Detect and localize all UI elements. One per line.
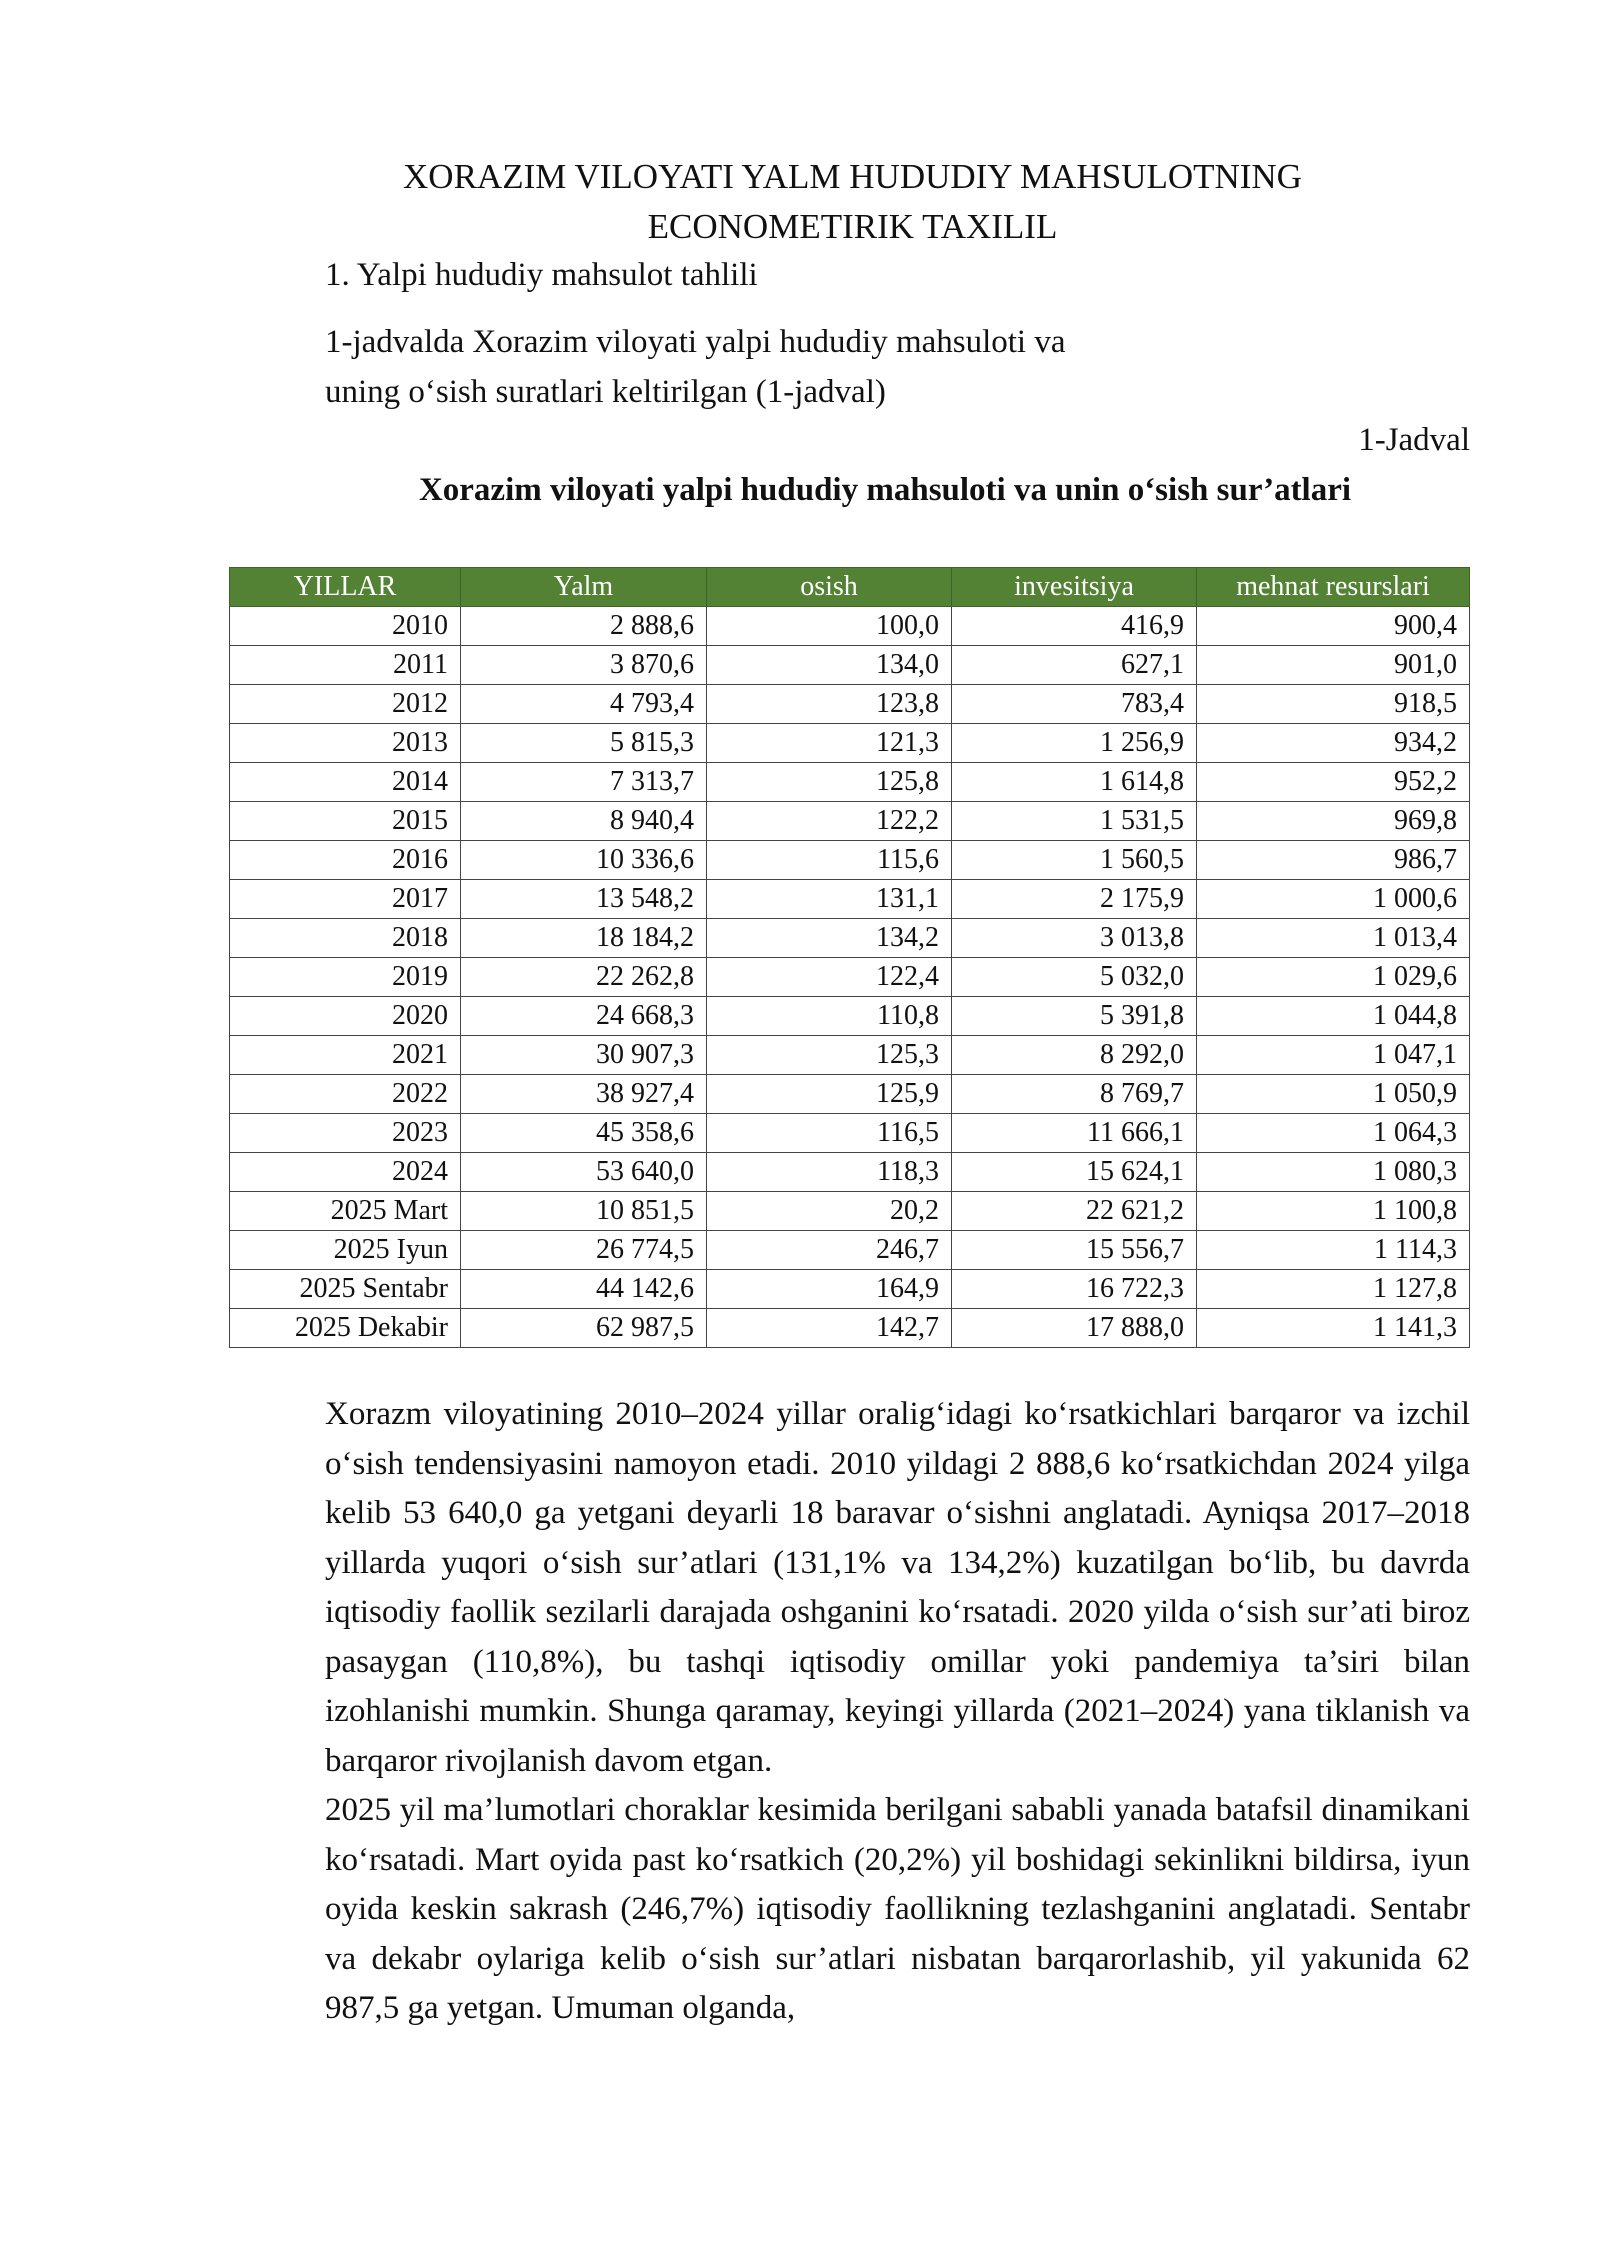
cell-investment: 1 256,9: [952, 724, 1197, 763]
cell-growth: 100,0: [707, 607, 952, 646]
table-row: [230, 685, 1470, 724]
cell-investment: 2 175,9: [952, 880, 1197, 919]
cell-yalm: 53 640,0: [461, 1153, 707, 1192]
table-row: [230, 607, 1470, 646]
cell-year: 2017: [230, 880, 461, 919]
header-growth: osish: [707, 568, 952, 607]
cell-investment: 5 032,0: [952, 958, 1197, 997]
section-heading: 1. Yalpi hududiy mahsulot tahlili: [325, 257, 758, 293]
cell-labor: 1 127,8: [1197, 1270, 1470, 1309]
cell-year: 2025 Iyun: [230, 1231, 461, 1270]
cell-investment: 8 292,0: [952, 1036, 1197, 1075]
cell-yalm: 18 184,2: [461, 919, 707, 958]
cell-yalm: 5 815,3: [461, 724, 707, 763]
cell-year: 2010: [230, 607, 461, 646]
cell-growth: 125,3: [707, 1036, 952, 1075]
cell-year: 2016: [230, 841, 461, 880]
cell-labor: 1 044,8: [1197, 997, 1470, 1036]
cell-yalm: 2 888,6: [461, 607, 707, 646]
cell-growth: 123,8: [707, 685, 952, 724]
cell-growth: 115,6: [707, 841, 952, 880]
table-number: 1-Jadval: [1358, 422, 1470, 458]
cell-yalm: 7 313,7: [461, 763, 707, 802]
table-row: [230, 997, 1470, 1036]
cell-investment: 1 614,8: [952, 763, 1197, 802]
cell-year: 2025 Mart: [230, 1192, 461, 1231]
cell-yalm: 22 262,8: [461, 958, 707, 997]
table-row: [230, 802, 1470, 841]
cell-labor: 1 114,3: [1197, 1231, 1470, 1270]
cell-investment: 22 621,2: [952, 1192, 1197, 1231]
cell-labor: 1 100,8: [1197, 1192, 1470, 1231]
table-row: [230, 646, 1470, 685]
table-row: [230, 1309, 1470, 1348]
cell-growth: 125,8: [707, 763, 952, 802]
cell-yalm: 3 870,6: [461, 646, 707, 685]
cell-growth: 20,2: [707, 1192, 952, 1231]
cell-investment: 627,1: [952, 646, 1197, 685]
cell-investment: 1 560,5: [952, 841, 1197, 880]
cell-labor: 1 080,3: [1197, 1153, 1470, 1192]
table-row: [230, 1036, 1470, 1075]
cell-yalm: 30 907,3: [461, 1036, 707, 1075]
table-row: [230, 1075, 1470, 1114]
cell-investment: 416,9: [952, 607, 1197, 646]
document-title: [300, 152, 1405, 252]
cell-growth: 110,8: [707, 997, 952, 1036]
paragraph: 2025 yil ma’lumotlari choraklar kesimida berilgani sababli yanada batafsil dinamikani ko‘rsatadi. Mart oyida past ko‘rsatkich (20,2%) yil boshidagi sekinlikni bildirsa, iyun oyida keskin sakrash (246,7%) iqtisodiy faollikning tezlashganini anglatadi. Sentabr va dekabr oylariga kelib o‘sish sur’atlari nisbatan barqarorlashib, yil yakunida 62 987,5 ga yetgan. Umuman olganda,: [325, 1792, 1470, 2026]
cell-year: 2025 Dekabir: [230, 1309, 461, 1348]
header-investment: invesitsiya: [952, 568, 1197, 607]
cell-growth: 134,2: [707, 919, 952, 958]
table-body: [230, 607, 1470, 1348]
cell-labor: 1 047,1: [1197, 1036, 1470, 1075]
table-row: [230, 841, 1470, 880]
cell-growth: 121,3: [707, 724, 952, 763]
cell-yalm: 62 987,5: [461, 1309, 707, 1348]
cell-labor: 969,8: [1197, 802, 1470, 841]
cell-year: 2024: [230, 1153, 461, 1192]
cell-year: 2014: [230, 763, 461, 802]
cell-investment: 8 769,7: [952, 1075, 1197, 1114]
cell-yalm: 10 851,5: [461, 1192, 707, 1231]
cell-labor: 918,5: [1197, 685, 1470, 724]
table-row: [230, 880, 1470, 919]
cell-growth: 125,9: [707, 1075, 952, 1114]
cell-investment: 783,4: [952, 685, 1197, 724]
cell-growth: 118,3: [707, 1153, 952, 1192]
cell-investment: 15 556,7: [952, 1231, 1197, 1270]
cell-investment: 16 722,3: [952, 1270, 1197, 1309]
data-table: [229, 567, 1470, 1348]
table-row: [230, 919, 1470, 958]
table-row: [230, 1192, 1470, 1231]
cell-growth: 142,7: [707, 1309, 952, 1348]
cell-labor: 934,2: [1197, 724, 1470, 763]
cell-year: 2019: [230, 958, 461, 997]
cell-investment: 11 666,1: [952, 1114, 1197, 1153]
table-row: [230, 958, 1470, 997]
cell-labor: 1 029,6: [1197, 958, 1470, 997]
cell-year: 2022: [230, 1075, 461, 1114]
cell-growth: 134,0: [707, 646, 952, 685]
cell-yalm: 38 927,4: [461, 1075, 707, 1114]
cell-year: 2021: [230, 1036, 461, 1075]
cell-year: 2015: [230, 802, 461, 841]
cell-yalm: 45 358,6: [461, 1114, 707, 1153]
table-caption: Xorazim viloyati yalpi hududiy mahsuloti va unin o‘sish sur’atlari: [418, 472, 1352, 508]
intro-text: [325, 317, 1325, 417]
cell-year: 2023: [230, 1114, 461, 1153]
header-labor: mehnat resurslari: [1197, 568, 1470, 607]
table-row: [230, 1153, 1470, 1192]
table-row: [230, 1114, 1470, 1153]
cell-labor: 986,7: [1197, 841, 1470, 880]
cell-labor: 1 000,6: [1197, 880, 1470, 919]
cell-yalm: 8 940,4: [461, 802, 707, 841]
intro-line-1: 1-jadvalda Xorazim viloyati yalpi hududiy mahsuloti va: [325, 324, 1066, 360]
cell-yalm: 24 668,3: [461, 997, 707, 1036]
table-header-row: [230, 568, 1470, 607]
title-line-2: ECONOMETIRIK TAXILIL: [647, 207, 1058, 246]
header-yalm: Yalm: [461, 568, 707, 607]
cell-labor: 1 050,9: [1197, 1075, 1470, 1114]
cell-yalm: 4 793,4: [461, 685, 707, 724]
cell-year: 2011: [230, 646, 461, 685]
cell-investment: 3 013,8: [952, 919, 1197, 958]
cell-labor: 1 013,4: [1197, 919, 1470, 958]
paragraph: Xorazm viloyatining 2010–2024 yillar oralig‘idagi ko‘rsatkichlari barqaror va izchil o‘sish tendensiyasini namoyon etadi. 2010 yildagi 2 888,6 ko‘rsatkichdan 2024 yilga kelib 53 640,0 ga yetgani deyarli 18 baravar o‘sishni anglatadi. Ayniqsa 2017–2018 yillarda yuqori o‘sish sur’atlari (131,1% va 134,2%) kuzatilgan bo‘lib, bu davrda iqtisodiy faollik sezilarli darajada oshganini ko‘rsatadi. 2020 yilda o‘sish sur’ati biroz pasaygan (110,8%), bu tashqi iqtisodiy omillar yoki pandemiya ta’siri bilan izohlanishi mumkin. Shunga qaramay, keyingi yillarda (2021–2024) yana tiklanish va barqaror rivojlanish davom etgan.: [325, 1396, 1470, 1779]
cell-labor: 901,0: [1197, 646, 1470, 685]
cell-labor: 1 064,3: [1197, 1114, 1470, 1153]
cell-investment: 17 888,0: [952, 1309, 1197, 1348]
title-line-1: XORAZIM VILOYATI YALM HUDUDIY MAHSULOTNING: [403, 157, 1302, 196]
cell-yalm: 13 548,2: [461, 880, 707, 919]
table-row: [230, 1270, 1470, 1309]
cell-growth: 164,9: [707, 1270, 952, 1309]
body-text: [325, 1390, 1470, 2034]
cell-yalm: 26 774,5: [461, 1231, 707, 1270]
cell-growth: 116,5: [707, 1114, 952, 1153]
table-row: [230, 1231, 1470, 1270]
cell-year: 2013: [230, 724, 461, 763]
cell-growth: 122,4: [707, 958, 952, 997]
cell-year: 2018: [230, 919, 461, 958]
cell-growth: 122,2: [707, 802, 952, 841]
cell-year: 2020: [230, 997, 461, 1036]
cell-labor: 952,2: [1197, 763, 1470, 802]
cell-yalm: 44 142,6: [461, 1270, 707, 1309]
cell-growth: 246,7: [707, 1231, 952, 1270]
table-row: [230, 763, 1470, 802]
cell-labor: 1 141,3: [1197, 1309, 1470, 1348]
table-row: [230, 724, 1470, 763]
cell-year: 2012: [230, 685, 461, 724]
cell-growth: 131,1: [707, 880, 952, 919]
intro-line-2: uning o‘sish suratlari keltirilgan (1-jadval): [325, 374, 886, 410]
cell-investment: 15 624,1: [952, 1153, 1197, 1192]
cell-year: 2025 Sentabr: [230, 1270, 461, 1309]
cell-investment: 5 391,8: [952, 997, 1197, 1036]
cell-investment: 1 531,5: [952, 802, 1197, 841]
cell-yalm: 10 336,6: [461, 841, 707, 880]
header-years: YILLAR: [230, 568, 461, 607]
cell-labor: 900,4: [1197, 607, 1470, 646]
